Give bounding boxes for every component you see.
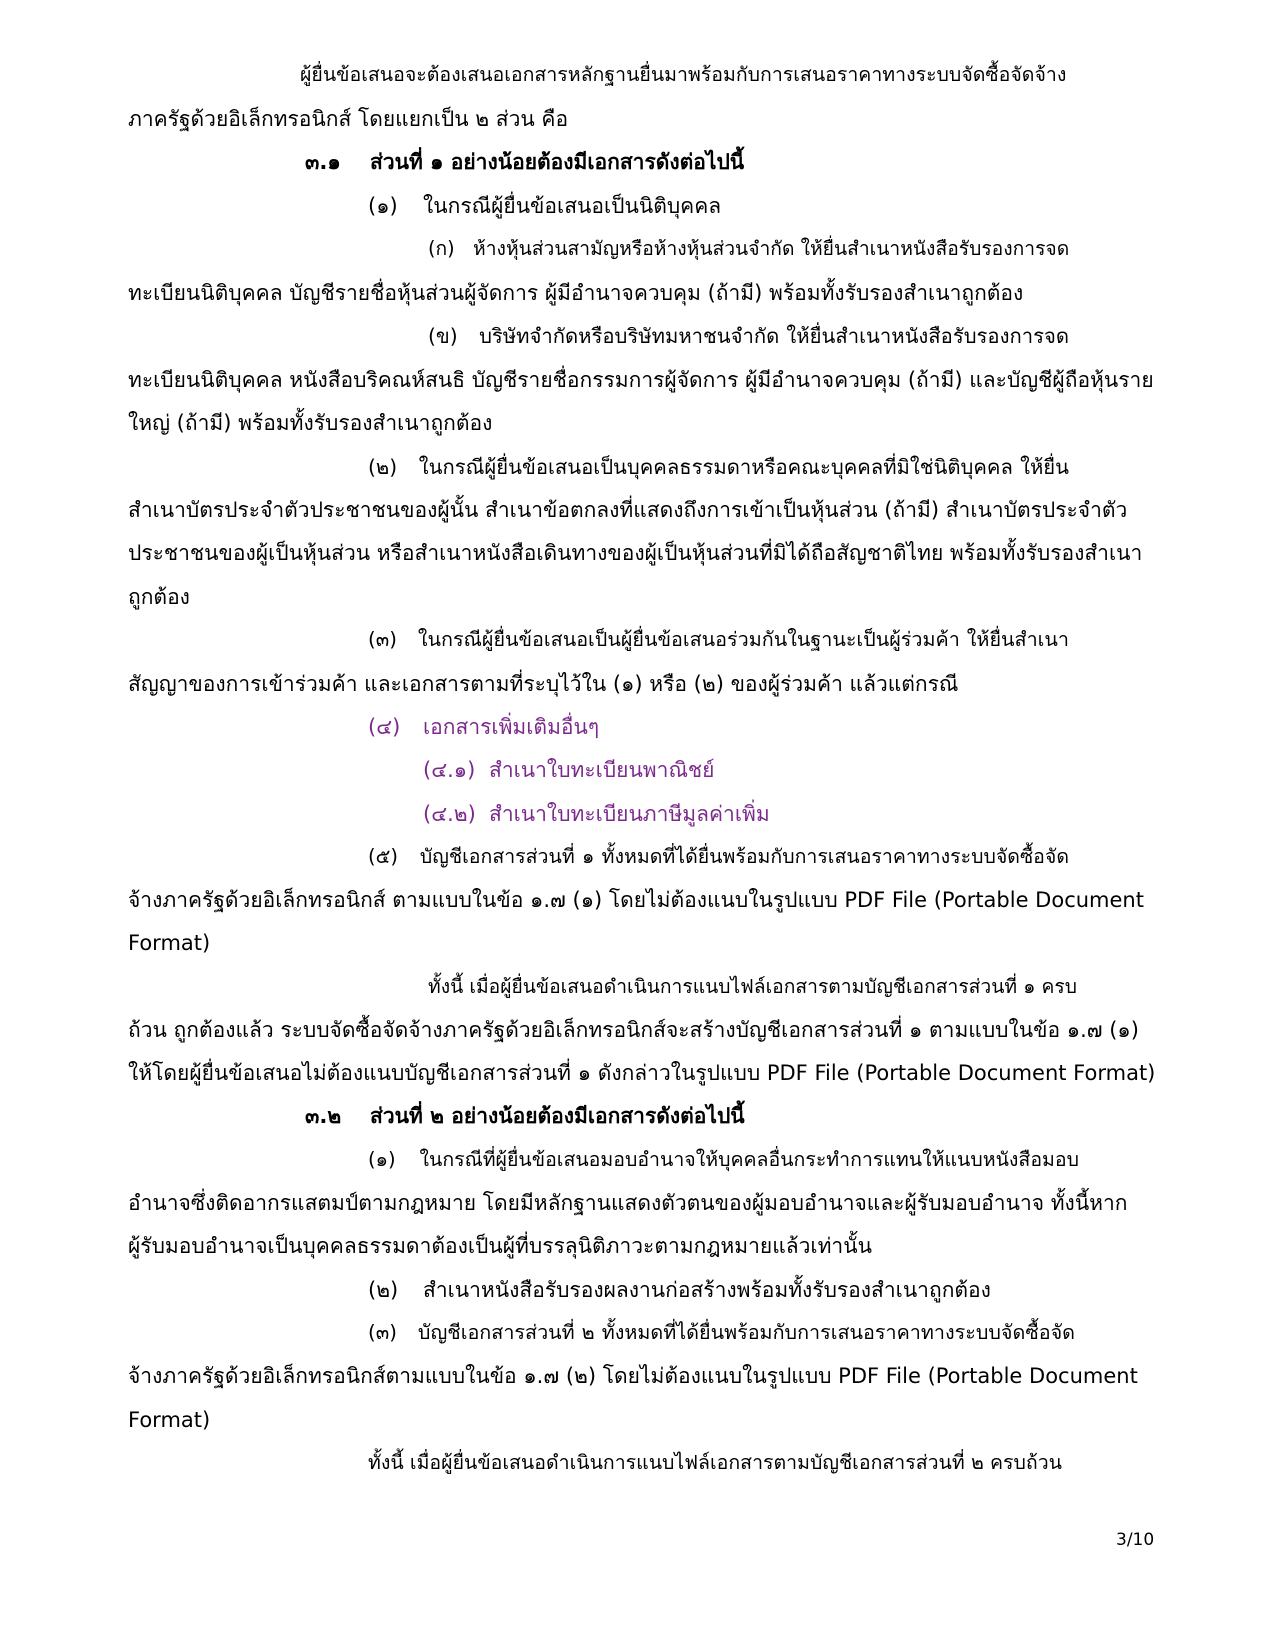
page-number-text: 3/10 xyxy=(1116,1530,1155,1550)
item-1b-line-2 xyxy=(128,365,1275,395)
note-1-text-1: ทั้งนี้ เมื่อผู้ยื่นข้อเสนอดำเนินการแนบไฟล์เอกสารตามบัญชีเอกสารส่วนที่ ๑ ครบ xyxy=(428,975,1077,998)
item-2-text-2: สำเนาบัตรประจำตัวประชาชนของผู้นั้น สำเนาข้อตกลงที่แสดงถึงการเข้าเป็นหุ้นส่วน (ถ้ามี) สำเนาบัตรประจำตัว xyxy=(128,498,1128,522)
part2-item-2 xyxy=(368,1275,1275,1305)
item-1b-text-3: ใหญ่ (ถ้ามี) พร้อมทั้งรับรองสำเนาถูกต้อง xyxy=(128,411,493,435)
section-3-1-title: ส่วนที่ ๑ อย่างน้อยต้องมีเอกสารดังต่อไปนี้ xyxy=(370,150,745,174)
note-1-line-1 xyxy=(428,972,1077,1002)
item-5-number: (๕) xyxy=(368,845,398,868)
item-4-2-number: (๔.๒) xyxy=(423,802,476,826)
item-2-text-4: ถูกต้อง xyxy=(128,585,190,609)
item-4-text: เอกสารเพิ่มเติมอื่นๆ xyxy=(423,715,600,739)
item-2-text-3: ประชาชนของผู้เป็นหุ้นส่วน หรือสำเนาหนังสือเดินทางของผู้เป็นหุ้นส่วนที่มิได้ถือสัญชาติไทย พร้อมทั้งรับรองสำเนา xyxy=(128,541,1143,565)
part2-item-3-text-1: บัญชีเอกสารส่วนที่ ๒ ทั้งหมดที่ได้ยื่นพร้อมกับการเสนอราคาทางระบบจัดซื้อจัด xyxy=(417,1321,1075,1344)
item-1b-text-1: บริษัทจำกัดหรือบริษัทมหาชนจำกัด ให้ยื่นสำเนาหนังสือรับรองการจด xyxy=(479,324,1069,348)
item-4-2-text: สำเนาใบทะเบียนภาษีมูลค่าเพิ่ม xyxy=(489,802,770,826)
item-5-text-3: Format) xyxy=(128,931,211,955)
item-1b-number: (ข) xyxy=(428,324,458,348)
item-3-line-2 xyxy=(128,669,1275,699)
item-4-number: (๔) xyxy=(368,715,401,739)
item-1a-number: (ก) xyxy=(428,237,455,260)
part2-item-3-number: (๓) xyxy=(368,1321,397,1344)
note-2-text: ทั้งนี้ เมื่อผู้ยื่นข้อเสนอดำเนินการแนบไฟล์เอกสารตามบัญชีเอกสารส่วนที่ ๒ ครบถ้วน xyxy=(368,1451,1062,1474)
item-5-line-3 xyxy=(128,928,1275,958)
item-1-text: ในกรณีผู้ยื่นข้อเสนอเป็นนิติบุคคล xyxy=(423,194,722,218)
item-5-text-2: จ้างภาครัฐด้วยอิเล็กทรอนิกส์ ตามแบบในข้อ ๑.๗ (๑) โดยไม่ต้องแนบในรูปแบบ PDF File (Portable Document xyxy=(128,888,1144,912)
item-5-text-1: บัญชีเอกสารส่วนที่ ๑ ทั้งหมดที่ได้ยื่นพร้อมกับการเสนอราคาทางระบบจัดซื้อจัด xyxy=(419,845,1069,868)
part2-item-3-line-3 xyxy=(128,1405,1275,1435)
item-3-text-1: ในกรณีผู้ยื่นข้อเสนอเป็นผู้ยื่นข้อเสนอร่วมกันในฐานะเป็นผู้ร่วมค้า ให้ยื่นสำเนา xyxy=(417,628,1070,651)
section-3-1-heading xyxy=(305,147,1275,177)
item-1b-text-2: ทะเบียนนิติบุคคล หนังสือบริคณห์สนธิ บัญชีรายชื่อกรรมการผู้จัดการ ผู้มีอำนาจควบคุม (ถ้ามี) และบัญชีผู้ถือหุ้นราย xyxy=(128,368,1154,392)
item-5-line-2 xyxy=(128,885,1275,915)
part2-item-2-text: สำเนาหนังสือรับรองผลงานก่อสร้างพร้อมทั้งรับรองสำเนาถูกต้อง xyxy=(423,1278,991,1302)
part2-item-2-number: (๒) xyxy=(368,1278,399,1302)
item-1a-text-2: ทะเบียนนิติบุคคล บัญชีรายชื่อหุ้นส่วนผู้จัดการ ผู้มีอำนาจควบคุม (ถ้ามี) พร้อมทั้งรับรองสำเนาถูกต้อง xyxy=(128,281,1024,305)
intro-line-2 xyxy=(128,104,1275,134)
note-1-text-3: ให้โดยผู้ยื่นข้อเสนอไม่ต้องแนบบัญชีเอกสารส่วนที่ ๑ ดังกล่าวในรูปแบบ PDF File (Portable Document Format) xyxy=(128,1061,1156,1085)
item-3-text-2: สัญญาของการเข้าร่วมค้า และเอกสารตามที่ระบุไว้ใน (๑) หรือ (๒) ของผู้ร่วมค้า แล้วแต่กรณี xyxy=(128,672,959,696)
part2-item-3-line-1 xyxy=(368,1318,1075,1348)
part2-item-1-text-1: ในกรณีที่ผู้ยื่นข้อเสนอมอบอำนาจให้บุคคลอื่นกระทำการแทนให้แนบหนังสือมอบ xyxy=(419,1148,1079,1171)
part2-item-1-line-3 xyxy=(128,1231,1275,1261)
item-1b-line-1 xyxy=(428,321,1069,351)
item-4-1-text: สำเนาใบทะเบียนพาณิชย์ xyxy=(489,758,715,782)
item-2-line-2 xyxy=(128,495,1275,525)
part2-item-3-text-3: Format) xyxy=(128,1408,211,1432)
part2-item-3-line-2 xyxy=(128,1361,1275,1391)
item-1 xyxy=(368,191,1275,221)
item-2-line-4 xyxy=(128,582,1275,612)
item-2-number: (๒) xyxy=(368,455,398,479)
item-2-text-1: ในกรณีผู้ยื่นข้อเสนอเป็นบุคคลธรรมดาหรือคณะบุคคลที่มิใช่นิติบุคคล ให้ยื่น xyxy=(418,455,1070,479)
section-3-1-number: ๓.๑ xyxy=(305,150,341,174)
item-2-line-3 xyxy=(128,538,1275,568)
intro-text-2: ภาครัฐด้วยอิเล็กทรอนิกส์ โดยแยกเป็น ๒ ส่วน คือ xyxy=(128,107,569,131)
part2-item-1-number: (๑) xyxy=(368,1148,396,1171)
item-1-number: (๑) xyxy=(368,194,398,218)
part2-item-1-text-3: ผู้รับมอบอำนาจเป็นบุคคลธรรมดาต้องเป็นผู้ที่บรรลุนิติภาวะตามกฎหมายแล้วเท่านั้น xyxy=(128,1234,872,1258)
item-1a-line-1 xyxy=(428,234,1069,264)
item-3-line-1 xyxy=(368,625,1069,655)
section-3-2-heading xyxy=(305,1101,1275,1131)
part2-item-1-text-2: อำนาจซึ่งติดอากรแสตมป์ตามกฎหมาย โดยมีหลักฐานแสดงตัวตนของผู้มอบอำนาจและผู้รับมอบอำนาจ ทั้งนี้หาก xyxy=(128,1191,1128,1215)
part2-item-1-line-1 xyxy=(368,1145,1079,1175)
intro-line-1 xyxy=(300,60,1069,90)
item-4-1-number: (๔.๑) xyxy=(423,758,476,782)
intro-text-1: ผู้ยื่นข้อเสนอจะต้องเสนอเอกสารหลักฐานยื่นมาพร้อมกับการเสนอราคาทางระบบจัดซื้อจัดจ้าง xyxy=(300,63,1067,86)
section-3-2-number: ๓.๒ xyxy=(305,1104,342,1128)
section-3-2-title: ส่วนที่ ๒ อย่างน้อยต้องมีเอกสารดังต่อไปนี้ xyxy=(370,1104,745,1128)
item-1b-line-3 xyxy=(128,408,1275,438)
item-4-1 xyxy=(423,755,1275,785)
part2-item-3-text-2: จ้างภาครัฐด้วยอิเล็กทรอนิกส์ตามแบบในข้อ ๑.๗ (๒) โดยไม่ต้องแนบในรูปแบบ PDF File (Portable Document xyxy=(128,1364,1138,1388)
item-4-2 xyxy=(423,799,1275,829)
part2-item-1-line-2 xyxy=(128,1188,1275,1218)
item-1a-text-1: ห้างหุ้นส่วนสามัญหรือห้างหุ้นส่วนจำกัด ให้ยื่นสำเนาหนังสือรับรองการจด xyxy=(473,237,1070,260)
page-number xyxy=(1116,1525,1154,1555)
note-1-line-2 xyxy=(128,1015,1275,1045)
item-2-line-1 xyxy=(368,452,1069,482)
note-2-line-1 xyxy=(368,1448,1062,1478)
note-1-text-2: ถ้วน ถูกต้องแล้ว ระบบจัดซื้อจัดจ้างภาครัฐด้วยอิเล็กทรอนิกส์จะสร้างบัญชีเอกสารส่วนที่ ๑ ตามแบบในข้อ ๑.๗ (๑) xyxy=(128,1018,1139,1042)
note-1-line-3 xyxy=(128,1058,1275,1088)
item-3-number: (๓) xyxy=(368,628,397,651)
item-5-line-1 xyxy=(368,842,1069,872)
item-1a-line-2 xyxy=(128,278,1275,308)
item-4 xyxy=(368,712,1275,742)
